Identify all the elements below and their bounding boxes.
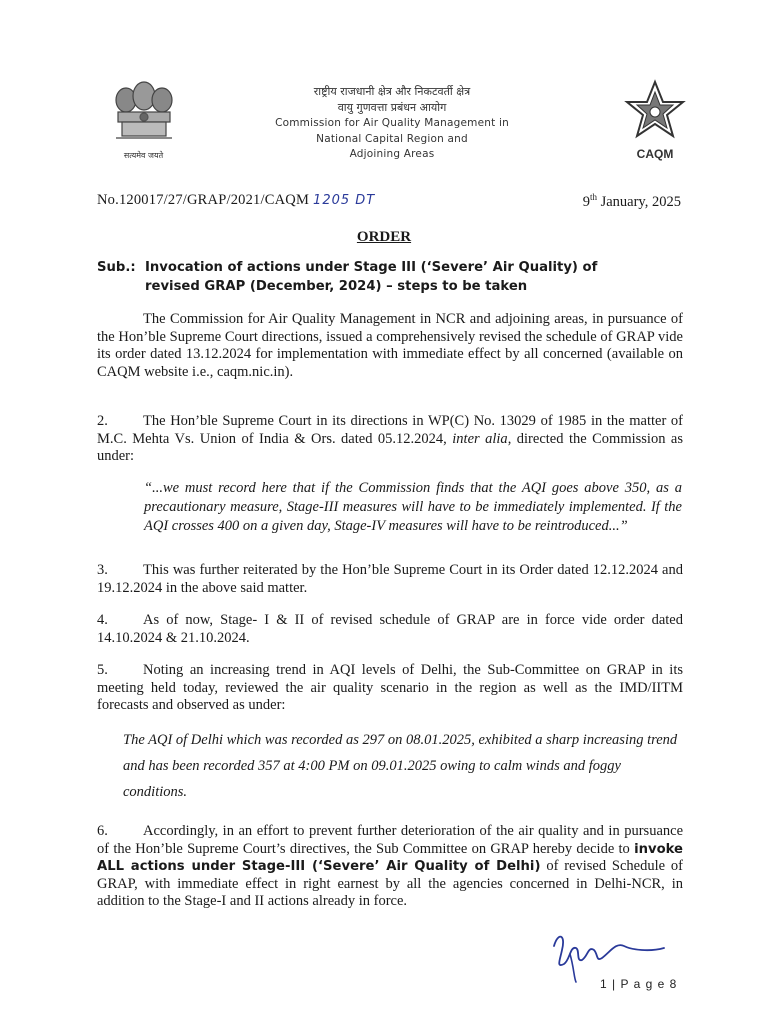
letterhead-english-line1: Commission for Air Quality Management in	[275, 117, 509, 129]
paragraph-5	[97, 662, 683, 715]
paragraph-1-text: The Commission for Air Quality Management in NCR and adjoining areas, in pursuance of the Hon’ble Supreme Court directions, issued a comprehensively revised the schedule of GRAP vide its order dated 13.12.2024 for implementation with immediate effect by all concerned (available on CAQM website i.e., caqm.nic.in).	[97, 311, 683, 380]
logo-caption: CAQM	[636, 147, 674, 161]
subject-line1: Invocation of actions under Stage III (‘Severe’ Air Quality) of	[145, 260, 598, 275]
letterhead-english-line3: Adjoining Areas	[349, 148, 435, 160]
paragraph-3-text: This was further reiterated by the Hon’ble Supreme Court in its Order dated 12.12.2024 and 19.12.2024 in the above said matter.	[97, 562, 683, 596]
letterhead-english-line2: National Capital Region and	[316, 132, 468, 145]
paragraph-3-number: 3.	[97, 562, 108, 578]
paragraph-2-italic: inter alia	[452, 430, 508, 447]
paragraph-6-text-a: Accordingly, in an effort to prevent further deterioration of the air quality and in pursuance of the Hon’ble Supreme Court’s directives, the Sub Committee on GRAP hereby decide to	[97, 823, 683, 857]
paragraph-6-text-b: of revised Schedule of GRAP, with immediate effect in right earnest by all the agencies concerned in Delhi-NCR, in addition to the Stage-I and II actions already in force.	[97, 858, 683, 909]
letterhead-hindi-line2: वायु गुणवत्ता प्रबंधन आयोग	[337, 101, 447, 114]
order-title: ORDER	[356, 229, 412, 245]
order-date	[583, 192, 681, 211]
paragraph-3	[97, 562, 683, 597]
handwritten-reference: 1205 DT	[313, 193, 376, 208]
letterhead	[232, 84, 552, 163]
subject	[97, 258, 683, 296]
signature-icon	[540, 924, 670, 984]
caqm-star-logo-icon	[620, 78, 690, 146]
aqi-finding: The AQI of Delhi which was recorded as 297 on 08.01.2025, exhibited a sharp increasing trend and has been recorded 357 at 4:00 PM on 09.01.2025 owing to calm winds and foggy conditions.	[123, 732, 678, 800]
paragraph-1	[97, 311, 683, 381]
national-emblem-icon	[96, 78, 191, 150]
paragraph-2-number: 2.	[97, 413, 108, 429]
date-suffix: th	[589, 192, 597, 202]
date-day: 9	[582, 193, 590, 210]
signature	[540, 924, 670, 984]
paragraph-4-text: As of now, Stage- I & II of revised schedule of GRAP are in force vide order dated 14.10.2024 & 21.10.2024.	[97, 612, 683, 646]
letterhead-hindi-line1: राष्ट्रीय राजधानी क्षेत्र और निकटवर्ती क्षेत्र	[313, 85, 471, 98]
reference-number	[97, 192, 375, 209]
court-quote: “...we must record here that if the Commission finds that the AQI goes above 350, as a precautionary measure, Stage-III measures will have to be immediately implemented. If the AQI crosses 400 on a given day, Stage-IV measures will have to be reintroduced...”	[144, 480, 682, 534]
paragraph-5-text: Noting an increasing trend in AQI levels of Delhi, the Sub-Committee on GRAP in its meeting held today, reviewed the air quality scenario in the region as well as the IMD/IITM forecasts and observed as under:	[97, 662, 683, 713]
paragraph-2-text-a: The Hon’ble Supreme Court in its directions in WP(C) No. 13029 of 1985 in the matter of M.C. Mehta Vs. Union of India & Ors. dated 05.12.2024,	[97, 413, 683, 447]
paragraph-6-bold: invoke ALL actions under Stage-III (‘Severe’ Air Quality of Delhi)	[97, 841, 683, 874]
date-rest: January, 2025	[596, 193, 681, 210]
reference-line	[97, 192, 681, 212]
paragraph-4	[97, 612, 683, 647]
caqm-logo	[620, 78, 690, 162]
subject-line2: revised GRAP (December, 2024) – steps to be taken	[145, 279, 528, 294]
national-emblem	[96, 78, 191, 168]
paragraph-6-number: 6.	[97, 823, 108, 839]
reference-number-text: No.120017/27/GRAP/2021/CAQM	[97, 192, 310, 208]
paragraph-4-number: 4.	[97, 612, 108, 628]
paragraph-5-number: 5.	[97, 662, 108, 678]
emblem-motto: सत्यमेव जयते	[123, 151, 164, 160]
page-number: 1 | P a g e 8	[600, 977, 678, 991]
subject-label: Sub.:	[97, 260, 136, 275]
paragraph-2	[97, 413, 683, 466]
paragraph-2-text-b: , directed the Commission as under:	[97, 430, 683, 464]
paragraph-6	[97, 823, 683, 911]
